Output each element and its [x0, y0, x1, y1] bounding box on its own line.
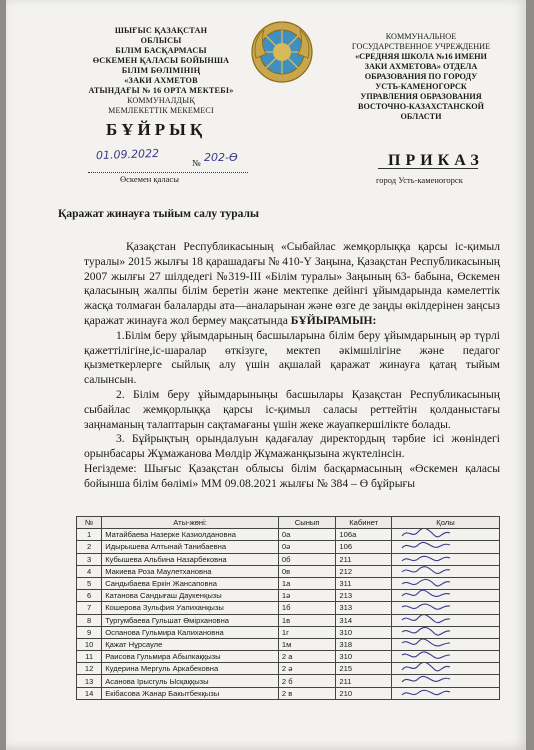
body-text: Қазақстан Республикасының «Сыбайлас жемқорлыққа қарсы іс-қимыл туралы» 2015 жылғы 18 қарашадағы № 410-Ү Заңына, Қазақстан Республикасының 2007 жылғы 27 шілдедегі №319-ІІІ «Білім туралы» Заңының 63- бабына, Өскемен қаласының жалпы білім беретін және мектепке дейінгі ұйымдарында кәмелеттік жасқа толмаған балаларды ата—аналарынан және өзге де заңды өкілдерінен заңсыз қаражат жинауға жол бермеу мақсатында	[84, 240, 500, 327]
col-header-name: Аты-жөні:	[102, 517, 279, 529]
header-right-line: КОММУНАЛЬНОЕ	[385, 32, 457, 41]
teacher-name: Екібасова Жанар Бакытбекқызы	[102, 687, 279, 699]
cabinet-number: 318	[336, 638, 392, 650]
row-number: 4	[77, 565, 102, 577]
teacher-name: Кошерова Зульфия Уалиханқызы	[102, 602, 279, 614]
table-row	[77, 602, 500, 614]
col-header-class: Сынып	[278, 517, 336, 529]
teacher-name: Оспанова Гульмира Калихановна	[102, 626, 279, 638]
order-number-label: №	[192, 158, 201, 168]
header-right-line: ЗАКИ АХМЕТОВА» ОТДЕЛА	[364, 62, 478, 71]
handwritten-signature-icon	[398, 590, 468, 602]
class-name: 2 а	[278, 651, 336, 663]
table-row	[77, 626, 500, 638]
cabinet-number: 106а	[336, 529, 392, 541]
body-paragraph: 1.Білім беру ұйымдарының басшыларына білім беру ұйымдарының әр түрлі қажеттілігіне,іс-шаралар өткізуге, мектеп әкімшілігіне және педагог қызметкерлерге сыйлық алу үшін ақшалай қаражат жинауға қатаң тыйым салынсын.	[84, 328, 500, 387]
signature-cell	[391, 541, 499, 553]
row-number: 7	[77, 602, 102, 614]
class-name: 0в	[278, 565, 336, 577]
header-right-line: УСТЬ-КАМЕНОГОРСК	[375, 82, 467, 91]
header-right-line: ОБЛАСТИ	[400, 112, 442, 121]
cabinet-number: 211	[336, 675, 392, 687]
col-header-signature: Қолы	[391, 517, 499, 529]
cabinet-number: 213	[336, 590, 392, 602]
header-left-subline: МЕМЛЕКЕТТІК МЕКЕМЕСІ	[108, 105, 214, 115]
handwritten-signature-icon	[398, 553, 468, 565]
class-name: 2 б	[278, 675, 336, 687]
class-name: 1а	[278, 577, 336, 589]
header-left-line: АТЫНДАҒЫ № 16 ОРТА МЕКТЕБІ»	[88, 86, 234, 95]
signature-cell	[391, 602, 499, 614]
order-subject: Қаражат жинауға тыйым салу туралы	[58, 208, 259, 220]
table-row	[77, 651, 500, 663]
teacher-name: Қажат Нұрсауле	[102, 638, 279, 650]
body-paragraph	[84, 240, 500, 329]
header-left-line: ӨСКЕМЕН ҚАЛАСЫ БОЙЫНША	[92, 56, 230, 65]
teacher-name: Кудерина Мергуль Аркабековна	[102, 663, 279, 675]
handwritten-signature-icon	[398, 626, 468, 638]
order-body	[84, 240, 500, 492]
row-number: 9	[77, 626, 102, 638]
header-left-line: «ЗАКИ АХМЕТОВ	[124, 76, 198, 85]
handwritten-signature-icon	[398, 638, 468, 650]
header-left-line: БІЛІМ БӨЛІМІНІҢ	[121, 66, 201, 75]
row-number: 1	[77, 529, 102, 541]
cabinet-number: 210	[336, 687, 392, 699]
signature-cell	[391, 675, 499, 687]
signature-cell	[391, 638, 499, 650]
table-row	[77, 553, 500, 565]
header-left-subline: КОММУНАЛДЫҚ	[127, 96, 195, 105]
header-right-line: «СРЕДНЯЯ ШКОЛА №16 ИМЕНИ	[355, 52, 487, 61]
class-name: 0ә	[278, 541, 336, 553]
class-name: 1б	[278, 602, 336, 614]
signature-cell	[391, 553, 499, 565]
teacher-name: Асанова Ірысгуль Ысқаққызы	[102, 675, 279, 687]
handwritten-signature-icon	[398, 663, 468, 675]
signature-cell	[391, 626, 499, 638]
cabinet-number: 212	[336, 565, 392, 577]
table-row	[77, 614, 500, 626]
signature-cell	[391, 590, 499, 602]
header-right-line: ОБРАЗОВАНИЯ ПО ГОРОДУ	[364, 72, 478, 81]
doc-type-kazakh: БҰЙРЫҚ	[106, 120, 207, 139]
row-number: 5	[77, 577, 102, 589]
teacher-name: Идырышева Алтынай Танибаевна	[102, 541, 279, 553]
signature-cell	[391, 577, 499, 589]
header-left	[76, 26, 246, 115]
cabinet-number: 314	[336, 614, 392, 626]
handwritten-signature-icon	[398, 687, 468, 699]
cabinet-number: 310	[336, 651, 392, 663]
header-left-line: ШЫҒЫС ҚАЗАҚСТАН	[114, 26, 208, 35]
body-paragraph: 3. Бұйрықтың орындалуын қадағалау директордың тәрбие ісі жөніндегі орынбасары Жұмажанова Мөлдір Жұмажанқызына жүктелінсін.	[84, 432, 500, 461]
state-emblem-icon	[250, 20, 314, 86]
table-row	[77, 663, 500, 675]
class-name: 1г	[278, 626, 336, 638]
teacher-name: Катанова Сандығаш Даукенқызы	[102, 590, 279, 602]
acknowledgment-table	[76, 516, 500, 700]
table-row	[77, 590, 500, 602]
header-left-line: БІЛІМ БАСҚАРМАСЫ	[115, 46, 207, 55]
handwritten-signature-icon	[398, 651, 468, 663]
document-page	[6, 0, 526, 750]
table-row	[77, 638, 500, 650]
signature-cell	[391, 614, 499, 626]
signature-cell	[391, 687, 499, 699]
class-name: 1в	[278, 614, 336, 626]
teacher-name: Макиева Роза Маулетхановна	[102, 565, 279, 577]
handwritten-signature-icon	[398, 577, 468, 589]
col-header-cabinet: Кабинет	[336, 517, 392, 529]
table-row	[77, 675, 500, 687]
table-row	[77, 577, 500, 589]
cabinet-number: 310	[336, 626, 392, 638]
body-paragraph: 2. Білім беру ұйымдарыныңы басшылары Қазақстан Республикасының сыбайлас жемқорлыққа қарсы іс-қимыл саласы реттейтін қолданыстағы заңнаманың талаптарын сақтамағаны үшін жеке жауапкершілікте болады.	[84, 387, 500, 431]
header-right-line: ГОСУДАРСТВЕННОЕ УЧРЕЖДЕНИЕ	[351, 42, 491, 51]
body-paragraph-basis: Негіздеме: Шығыс Қазақстан облысы білім басқармасының «Өскемен қаласы бойынша білім бөлімі» ММ 09.08.2021 жылғы № 384 – Ө бұйрығы	[84, 461, 500, 490]
class-name: 0б	[278, 553, 336, 565]
city-russian: город Усть-каменогорск	[376, 175, 463, 185]
row-number: 8	[77, 614, 102, 626]
row-number: 12	[77, 663, 102, 675]
handwritten-signature-icon	[398, 565, 468, 577]
order-date: 01.09.2022	[95, 146, 160, 163]
teacher-name: Раисова Гульмира Абылкаққызы	[102, 651, 279, 663]
doc-type-russian: ПРИКАЗ	[388, 152, 484, 169]
cabinet-number: 106	[336, 541, 392, 553]
row-number: 11	[77, 651, 102, 663]
row-number: 13	[77, 675, 102, 687]
class-name: 1м	[278, 638, 336, 650]
signature-cell	[391, 565, 499, 577]
teacher-name: Матайбаева Назерке Казиолдановна	[102, 529, 279, 541]
handwritten-signature-icon	[398, 675, 468, 687]
row-number: 14	[77, 687, 102, 699]
header-right	[336, 32, 506, 122]
class-name: 0а	[278, 529, 336, 541]
col-header-number: №	[77, 517, 102, 529]
teacher-name: Сандыбаева Еркін Жансаповна	[102, 577, 279, 589]
signature-cell	[391, 651, 499, 663]
header-right-line: УПРАВЛЕНИЯ ОБРАЗОВАНИЯ	[360, 92, 482, 101]
cabinet-number: 211	[336, 553, 392, 565]
table-row	[77, 529, 500, 541]
row-number: 6	[77, 590, 102, 602]
city-kazakh: Өскемен қаласы	[120, 174, 179, 184]
class-name: 2 в	[278, 687, 336, 699]
signature-cell	[391, 663, 499, 675]
order-number: 202-Ө	[204, 151, 238, 164]
order-command: БҰЙЫРАМЫН:	[290, 313, 377, 327]
table-row	[77, 565, 500, 577]
table-row	[77, 687, 500, 699]
handwritten-signature-icon	[398, 541, 468, 553]
handwritten-signature-icon	[398, 614, 468, 626]
teacher-name: Кубышева Альбина Назарбековна	[102, 553, 279, 565]
table-row	[77, 541, 500, 553]
class-name: 2 ә	[278, 663, 336, 675]
table-header-row	[77, 517, 500, 529]
teacher-name: Тургумбаева Гульшат Өмірхановна	[102, 614, 279, 626]
cabinet-number: 313	[336, 602, 392, 614]
signature-cell	[391, 529, 499, 541]
header-left-line: ОБЛЫСЫ	[140, 36, 182, 45]
right-underline	[378, 168, 478, 169]
handwritten-signature-icon	[398, 602, 468, 614]
row-number: 2	[77, 541, 102, 553]
row-number: 3	[77, 553, 102, 565]
cabinet-number: 311	[336, 577, 392, 589]
class-name: 1ә	[278, 590, 336, 602]
cabinet-number: 215	[336, 663, 392, 675]
handwritten-signature-icon	[398, 529, 468, 541]
header-right-line: ВОСТОЧНО-КАЗАХСТАНСКОЙ	[358, 102, 484, 111]
row-number: 10	[77, 638, 102, 650]
